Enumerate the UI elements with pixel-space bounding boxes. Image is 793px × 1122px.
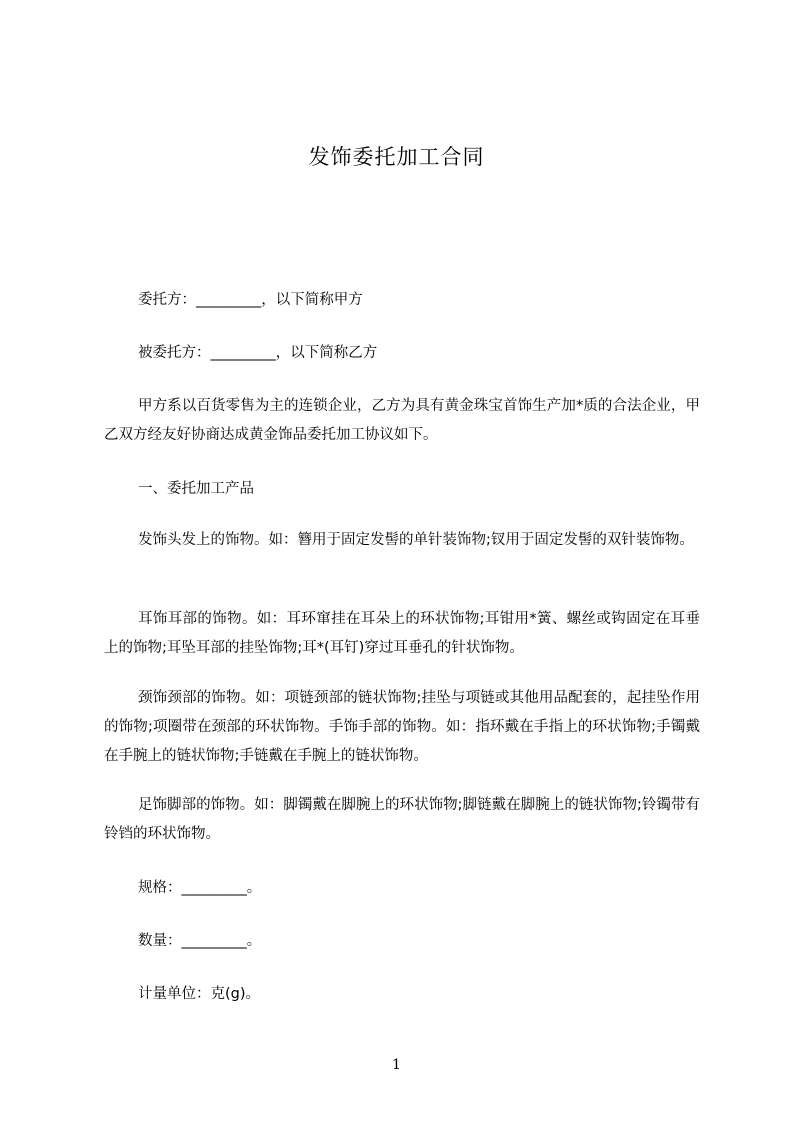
- neck-hand-ornament-paragraph: 颈饰颈部的饰物。如：项链颈部的链状饰物;挂坠与项链或其他用品配套的，起挂坠作用的饰物;项圈带在颈部的环状饰物。手饰手部的饰物。如：指环戴在手指上的环状饰物;手镯戴在手腕上的链状饰物;手链戴在手腕上的链状饰物。: [104, 690, 700, 764]
- page-number: 1: [392, 1057, 401, 1073]
- unit-line: 计量单位：克(g)。: [138, 986, 261, 1002]
- foot-ornament-paragraph: 足饰脚部的饰物。如：脚镯戴在脚腕上的环状饰物;脚链戴在脚腕上的链状饰物;铃镯带有铃铛的环状饰物。: [104, 797, 700, 842]
- spec-line: 规格：_________。: [138, 880, 262, 896]
- party-b-line: 被委托方：_________，以下简称乙方: [138, 345, 378, 361]
- intro-paragraph: 甲方系以百货零售为主的连锁企业，乙方为具有黄金珠宝首饰生产加*质的合法企业，甲乙双方经友好协商达成黄金饰品委托加工协议如下。: [104, 398, 700, 443]
- document-title: 发饰委托加工合同: [308, 145, 485, 169]
- ear-ornament-paragraph: 耳饰耳部的饰物。如：耳环窜挂在耳朵上的环状饰物;耳钳用*簧、螺丝或钩固定在耳垂上的饰物;耳坠耳部的挂坠饰物;耳*(耳钉)穿过耳垂孔的针状饰物。: [104, 611, 700, 656]
- section-1-heading: 一、委托加工产品: [138, 481, 254, 497]
- hair-ornament-paragraph: 发饰头发上的饰物。如：簪用于固定发髻的单针装饰物;钗用于固定发髻的双针装饰物。: [138, 532, 694, 548]
- quantity-line: 数量：_________。: [138, 933, 262, 949]
- party-a-line: 委托方：_________，以下简称甲方: [138, 292, 363, 308]
